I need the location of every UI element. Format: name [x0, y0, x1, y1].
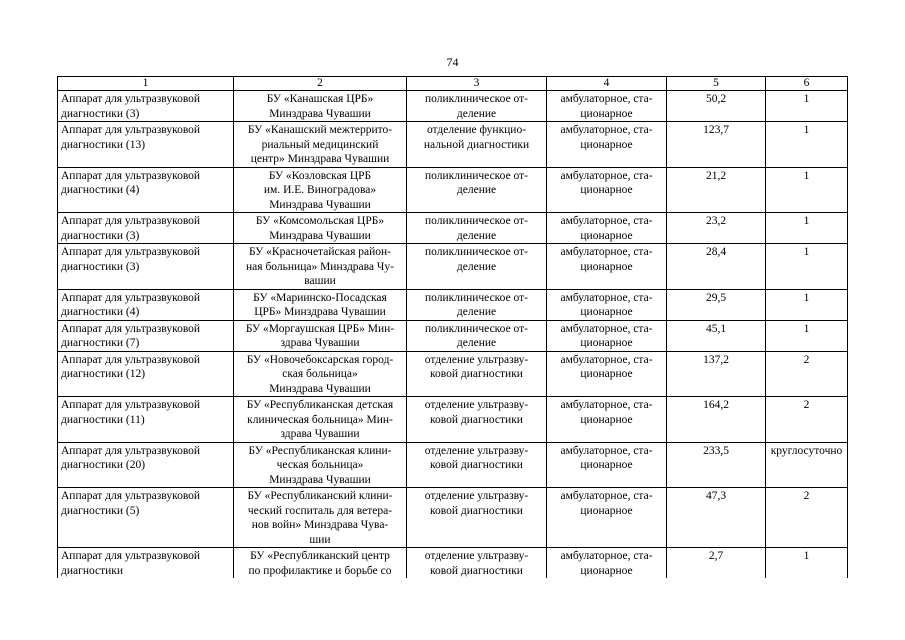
department-cell-text: поликлиническое от- деление — [424, 322, 529, 349]
equipment-cell — [58, 122, 234, 168]
shift-cell-text: 1 — [803, 93, 810, 105]
value-cell-text: 50,2 — [705, 93, 727, 105]
care-mode-cell-text: амбулаторное, ста- ционарное — [560, 93, 653, 120]
column-header: 6 — [766, 77, 848, 91]
equipment-cell-text: Аппарат для ультразвуковой диагностики (3) — [61, 215, 201, 242]
organization-cell-text: БУ «Моргаушская ЦРБ» Мин- здрава Чувашии — [245, 322, 395, 349]
value-cell-text: 28,4 — [705, 246, 727, 258]
shift-cell — [766, 213, 848, 244]
organization-cell-text: БУ «Комсомольская ЦРБ» Минздрава Чувашии — [255, 215, 385, 242]
care-mode-cell — [547, 213, 667, 244]
value-cell — [667, 289, 766, 320]
column-header: 2 — [234, 77, 407, 91]
shift-cell — [766, 167, 848, 213]
shift-cell-text: 1 — [803, 550, 810, 562]
value-cell-text: 164,2 — [703, 399, 729, 411]
equipment-cell — [58, 351, 234, 397]
equipment-cell — [58, 442, 234, 488]
organization-cell-text: БУ «Козловская ЦРБ им. И.Е. Виноградова» Минздрава Чувашии — [263, 169, 377, 211]
page-number: 74 — [446, 55, 459, 69]
equipment-cell-text: Аппарат для ультразвуковой диагностики (5) — [61, 490, 201, 517]
equipment-cell-text: Аппарат для ультразвуковой диагностики (20) — [61, 444, 201, 471]
value-cell-text: 137,2 — [703, 353, 729, 366]
organization-cell — [234, 91, 407, 122]
value-cell-text: 45,1 — [705, 322, 727, 335]
care-mode-cell-text: амбулаторное, ста- ционарное — [560, 246, 653, 273]
organization-cell — [234, 548, 407, 579]
table-row — [58, 167, 848, 213]
organization-cell-text: БУ «Республиканский клини- ческий госпиталь для ветера- нов войн» Минздрава Чува- шии — [247, 490, 393, 546]
column-header: 4 — [547, 77, 667, 91]
department-cell — [407, 351, 547, 397]
value-cell — [667, 351, 766, 397]
department-cell-text: отделение ультразву- ковой диагностики — [424, 399, 529, 426]
department-cell-text: поликлиническое от- деление — [424, 93, 529, 120]
department-cell-text: поликлиническое от- деление — [424, 246, 529, 273]
care-mode-cell — [547, 320, 667, 351]
value-cell-text: 123,7 — [703, 124, 729, 136]
value-cell — [667, 397, 766, 443]
organization-cell — [234, 167, 407, 213]
shift-cell — [766, 320, 848, 351]
shift-cell — [766, 289, 848, 320]
department-cell — [407, 289, 547, 320]
table-row — [58, 289, 848, 320]
shift-cell-text: 1 — [803, 169, 810, 182]
care-mode-cell-text: амбулаторное, ста- ционарное — [560, 322, 653, 349]
equipment-cell-text: Аппарат для ультразвуковой диагностики (7) — [61, 322, 201, 349]
equipment-cell — [58, 320, 234, 351]
care-mode-cell-text: амбулаторное, ста- ционарное — [560, 353, 653, 380]
organization-cell — [234, 488, 407, 548]
equipment-cell — [58, 488, 234, 548]
table-row — [58, 122, 848, 168]
value-cell — [667, 122, 766, 168]
care-mode-cell-text: амбулаторное, ста- ционарное — [560, 291, 653, 318]
value-cell — [667, 91, 766, 122]
shift-cell-text: 1 — [803, 322, 810, 335]
value-cell-text: 23,2 — [705, 215, 727, 227]
care-mode-cell-text: амбулаторное, ста- ционарное — [560, 550, 653, 577]
department-cell — [407, 320, 547, 351]
organization-cell-text: БУ «Красночетайская район- ная больница» Минздрава Чу- вашии — [246, 246, 394, 287]
table-body — [58, 91, 848, 579]
value-cell-text: 21,2 — [705, 169, 727, 182]
organization-cell-text: БУ «Новочебоксарская город- ская больница» Минздрава Чувашии — [246, 353, 394, 395]
equipment-table — [57, 76, 848, 578]
organization-cell-text: БУ «Республиканский центр по профилактике и борьбе со — [248, 550, 392, 577]
organization-cell — [234, 244, 407, 290]
department-cell — [407, 244, 547, 290]
value-cell — [667, 442, 766, 488]
shift-cell-text: 1 — [803, 291, 810, 304]
column-header: 3 — [407, 77, 547, 91]
table-header-row — [58, 77, 848, 91]
department-cell — [407, 488, 547, 548]
value-cell — [667, 213, 766, 244]
equipment-cell-text: Аппарат для ультразвуковой диагностики (3) — [61, 93, 201, 120]
shift-cell — [766, 244, 848, 290]
table-row — [58, 213, 848, 244]
organization-cell — [234, 213, 407, 244]
equipment-cell — [58, 548, 234, 579]
organization-cell — [234, 442, 407, 488]
shift-cell-text: 2 — [803, 353, 810, 366]
care-mode-cell-text: амбулаторное, ста- ционарное — [560, 444, 653, 471]
equipment-cell — [58, 213, 234, 244]
table-row — [58, 488, 848, 548]
organization-cell — [234, 397, 407, 443]
value-cell-text: 47,3 — [705, 490, 727, 502]
department-cell — [407, 91, 547, 122]
equipment-cell-text: Аппарат для ультразвуковой диагностики (4) — [61, 169, 201, 196]
care-mode-cell — [547, 244, 667, 290]
organization-cell — [234, 122, 407, 168]
value-cell — [667, 167, 766, 213]
table-row — [58, 442, 848, 488]
department-cell-text: поликлиническое от- деление — [424, 291, 529, 318]
care-mode-cell — [547, 167, 667, 213]
table-row — [58, 320, 848, 351]
equipment-cell-text: Аппарат для ультразвуковой диагностики (3) — [61, 246, 201, 273]
value-cell — [667, 244, 766, 290]
department-cell-text: отделение ультразву- ковой диагностики — [424, 353, 529, 380]
equipment-cell-text: Аппарат для ультразвуковой диагностики (4) — [61, 291, 201, 318]
organization-cell-text: БУ «Канашская ЦРБ» Минздрава Чувашии — [266, 93, 374, 120]
table-row — [58, 91, 848, 122]
value-cell — [667, 488, 766, 548]
care-mode-cell-text: амбулаторное, ста- ционарное — [560, 124, 653, 151]
department-cell-text: поликлиническое от- деление — [424, 169, 529, 196]
shift-cell — [766, 442, 848, 488]
value-cell-text: 233,5 — [703, 444, 729, 457]
organization-cell-text: БУ «Республиканская клини- ческая больница» Минздрава Чувашии — [248, 444, 392, 486]
table-row — [58, 548, 848, 579]
care-mode-cell — [547, 351, 667, 397]
care-mode-cell-text: амбулаторное, ста- ционарное — [560, 169, 653, 196]
shift-cell — [766, 488, 848, 548]
department-cell — [407, 167, 547, 213]
equipment-cell — [58, 397, 234, 443]
equipment-cell-text: Аппарат для ультразвуковой диагностики (12) — [61, 353, 201, 380]
value-cell-text: 2,7 — [708, 550, 724, 562]
department-cell — [407, 213, 547, 244]
value-cell — [667, 548, 766, 579]
shift-cell-text: 2 — [803, 399, 810, 411]
care-mode-cell — [547, 122, 667, 168]
equipment-cell — [58, 167, 234, 213]
table-row — [58, 397, 848, 443]
department-cell-text: отделение ультразву- ковой диагностики — [424, 490, 529, 517]
organization-cell — [234, 320, 407, 351]
care-mode-cell-text: амбулаторное, ста- ционарное — [560, 215, 653, 242]
shift-cell-text: 1 — [803, 215, 810, 227]
equipment-cell-text: Аппарат для ультразвуковой диагностики — [61, 550, 201, 577]
department-cell — [407, 397, 547, 443]
shift-cell — [766, 351, 848, 397]
shift-cell — [766, 548, 848, 579]
equipment-cell — [58, 289, 234, 320]
organization-cell — [234, 351, 407, 397]
value-cell-text: 29,5 — [705, 291, 727, 304]
department-cell — [407, 548, 547, 579]
shift-cell — [766, 397, 848, 443]
shift-cell-text: 2 — [803, 490, 810, 502]
care-mode-cell — [547, 442, 667, 488]
column-header: 5 — [667, 77, 766, 91]
organization-cell-text: БУ «Республиканская детская клиническая больница» Мин- здрава Чувашии — [246, 399, 394, 440]
organization-cell-text: БУ «Канашский межтеррито- риальный медицинский центр» Минздрава Чувашии — [247, 124, 393, 165]
organization-cell-text: БУ «Мариинско-Посадская ЦРБ» Минздрава Чувашии — [253, 291, 387, 318]
department-cell — [407, 122, 547, 168]
shift-cell-text: круглосуточно — [770, 444, 843, 457]
value-cell — [667, 320, 766, 351]
shift-cell-text: 1 — [803, 246, 810, 258]
department-cell-text: отделение функцио- нальной диагностики — [423, 124, 530, 151]
table-row — [58, 351, 848, 397]
department-cell — [407, 442, 547, 488]
shift-cell-text: 1 — [803, 124, 810, 136]
care-mode-cell — [547, 91, 667, 122]
care-mode-cell — [547, 397, 667, 443]
department-cell-text: отделение ультразву- ковой диагностики — [424, 550, 529, 577]
organization-cell — [234, 289, 407, 320]
department-cell-text: отделение ультразву- ковой диагностики — [424, 444, 529, 471]
care-mode-cell — [547, 488, 667, 548]
equipment-cell — [58, 244, 234, 290]
care-mode-cell — [547, 289, 667, 320]
shift-cell — [766, 122, 848, 168]
table-row — [58, 244, 848, 290]
department-cell-text: поликлиническое от- деление — [424, 215, 529, 242]
equipment-cell-text: Аппарат для ультразвуковой диагностики (13) — [61, 124, 201, 151]
care-mode-cell — [547, 548, 667, 579]
equipment-cell-text: Аппарат для ультразвуковой диагностики (11) — [61, 399, 201, 426]
column-header: 1 — [58, 77, 234, 91]
care-mode-cell-text: амбулаторное, ста- ционарное — [560, 399, 653, 426]
shift-cell — [766, 91, 848, 122]
care-mode-cell-text: амбулаторное, ста- ционарное — [560, 490, 653, 517]
equipment-cell — [58, 91, 234, 122]
